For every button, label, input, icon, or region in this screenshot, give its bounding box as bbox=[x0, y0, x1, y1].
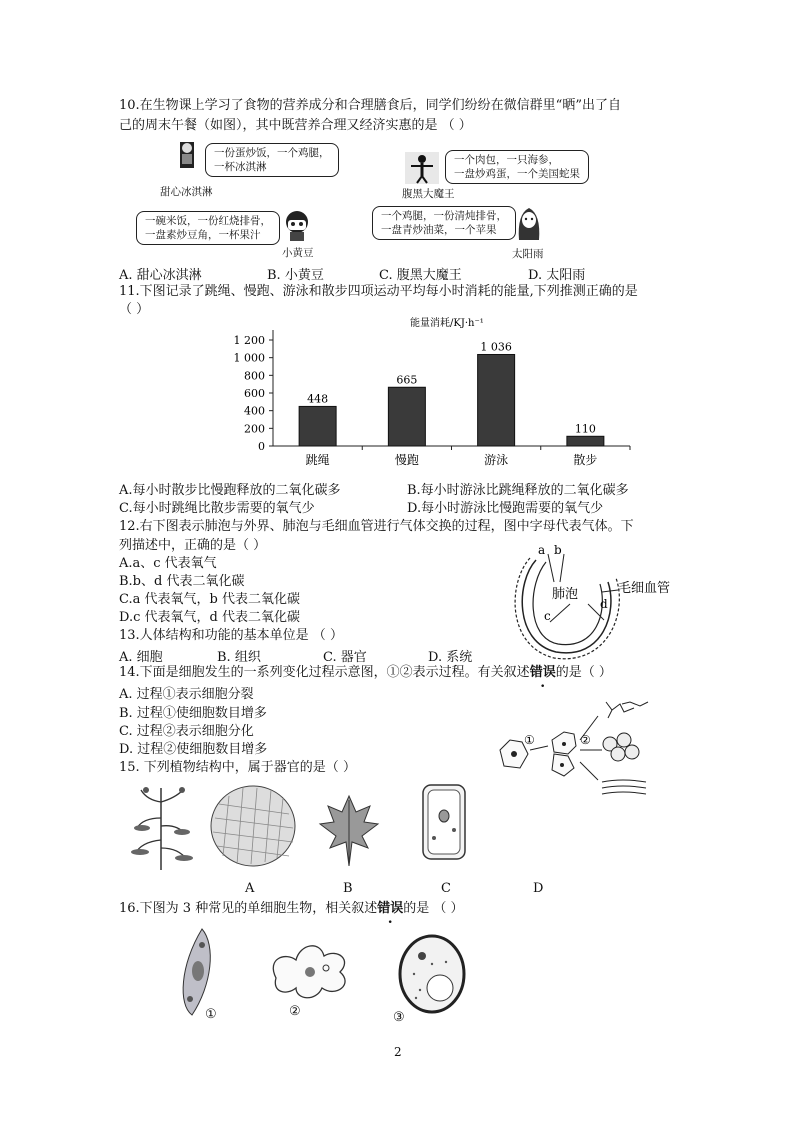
q14-option-d: D. 过程②使细胞数目增多 bbox=[119, 742, 268, 757]
q11-option-a: A.每小时散步比慢跑释放的二氧化碳多 bbox=[119, 483, 341, 498]
amoeba-image bbox=[266, 938, 356, 1004]
bubble-4-line1: 一个鸡腿，一份清炖排骨， bbox=[381, 210, 507, 222]
y-tick-label: 200 bbox=[244, 422, 265, 436]
gas-letter-c: c bbox=[544, 609, 551, 623]
q15-stem: 15. 下列植物结构中，属于器官的是（ ） bbox=[119, 760, 356, 775]
y-tick-label: 600 bbox=[244, 387, 265, 400]
y-tick-label: 1 200 bbox=[233, 334, 265, 347]
alveolus-diagram bbox=[508, 542, 676, 662]
q12-option-b: B.b、d 代表二氧化碳 bbox=[119, 574, 245, 589]
bar-0 bbox=[299, 406, 336, 446]
leaf-image bbox=[318, 792, 380, 868]
q14-option-c: C. 过程②表示细胞分化 bbox=[119, 724, 254, 739]
user-avatar-2 bbox=[405, 152, 439, 184]
tissue-image bbox=[209, 784, 297, 868]
q11-option-c: C.每小时跳绳比散步需要的氧气少 bbox=[119, 501, 315, 516]
q10-option-a: A. 甜心冰淇淋 bbox=[119, 268, 202, 283]
q14-stem-after: 的是（ ） bbox=[555, 665, 612, 680]
category-label: 游泳 bbox=[484, 453, 509, 467]
user-avatar-4 bbox=[514, 204, 544, 242]
bar-value-label: 665 bbox=[396, 373, 418, 387]
q11-stem-line1: 11.下图记录了跳绳、慢跑、游泳和散步四项运动平均每小时消耗的能量,下列推测正确的是 bbox=[119, 284, 638, 299]
bar-1 bbox=[388, 387, 425, 446]
q16-stem-emphasis: 错误 bbox=[377, 901, 404, 916]
organism-label-3: ③ bbox=[393, 1010, 405, 1025]
bar-value-label: 1 036 bbox=[480, 340, 512, 354]
gas-letter-b: b bbox=[554, 543, 562, 557]
q14-option-b: B. 过程①使细胞数目增多 bbox=[119, 706, 267, 721]
q13-option-c: C. 器官 bbox=[323, 650, 367, 665]
alveolus-label: 肺泡 bbox=[552, 587, 579, 602]
yeast-image bbox=[396, 934, 468, 1016]
energy-bar-chart bbox=[225, 312, 645, 472]
q12-stem-line2: 列描述中，正确的是（ ） bbox=[119, 538, 267, 553]
q12-option-d: D.c 代表氧气，d 代表二氧化碳 bbox=[119, 610, 300, 625]
chat-bubble-1 bbox=[205, 143, 339, 177]
chat-bubble-3 bbox=[136, 211, 280, 245]
q10-option-d: D. 太阳雨 bbox=[528, 268, 586, 283]
bar-value-label: 110 bbox=[574, 422, 596, 436]
q15-label-d: D bbox=[533, 881, 544, 896]
y-tick-label: 400 bbox=[244, 404, 265, 418]
q15-label-b: B bbox=[343, 881, 353, 896]
bubble-1-line2: 一杯冰淇淋 bbox=[214, 161, 267, 173]
bar-2 bbox=[478, 354, 515, 446]
process-2-label: ② bbox=[580, 733, 591, 747]
q14-option-a: A. 过程①表示细胞分裂 bbox=[119, 687, 254, 702]
user-name-1: 甜心冰淇淋 bbox=[160, 186, 213, 198]
user-name-4: 太阳雨 bbox=[512, 248, 544, 260]
q14-stem bbox=[119, 664, 612, 682]
q16-stem bbox=[119, 900, 464, 918]
y-tick-label: 0 bbox=[258, 440, 265, 453]
q11-option-d: D.每小时游泳比慢跑需要的氧气少 bbox=[407, 501, 604, 516]
category-label: 散步 bbox=[573, 453, 598, 467]
process-1-label: ① bbox=[524, 733, 535, 747]
category-label: 跳绳 bbox=[305, 453, 330, 467]
q16-stem-before: 16.下图为 3 种常见的单细胞生物，相关叙述 bbox=[119, 901, 378, 916]
q13-option-a: A. 细胞 bbox=[119, 650, 163, 665]
q13-stem: 13.人体结构和功能的基本单位是 （ ） bbox=[119, 628, 343, 643]
bubble-1-line1: 一份蛋炒饭，一个鸡腿， bbox=[214, 147, 330, 159]
user-name-3: 小黄豆 bbox=[282, 247, 314, 259]
bar-3 bbox=[567, 436, 604, 446]
q10-stem-line1: 10.在生物课上学习了食物的营养成分和合理膳食后，同学们纷纷在微信群里“晒”出了自 bbox=[119, 98, 621, 113]
gas-letter-d: d bbox=[600, 597, 608, 611]
q10-stem-line2: 己的周末午餐（如图），其中既营养合理又经济实惠的是 （ ） bbox=[119, 118, 472, 133]
plant-cell-image bbox=[420, 782, 468, 862]
q11-option-b: B.每小时游泳比跳绳释放的二氧化碳多 bbox=[407, 483, 629, 498]
chart-title: 能量消耗/KJ·h⁻¹ bbox=[410, 318, 484, 329]
user-avatar-3 bbox=[282, 208, 312, 242]
y-tick-label: 1 000 bbox=[233, 351, 265, 365]
chat-bubble-2 bbox=[445, 150, 589, 184]
user-name-2: 腹黑大魔王 bbox=[402, 188, 455, 200]
gas-letter-a: a bbox=[538, 543, 546, 557]
q13-option-d: D. 系统 bbox=[428, 650, 473, 665]
q11-stem-line2: （ ） bbox=[119, 302, 150, 317]
organism-label-2: ② bbox=[289, 1004, 301, 1019]
user-avatar-1 bbox=[172, 140, 204, 170]
q12-stem-line1: 12.右下图表示肺泡与外界、肺泡与毛细血管进行气体交换的过程，图中字母代表气体。下 bbox=[119, 519, 634, 534]
bar-value-label: 448 bbox=[307, 392, 329, 406]
q14-stem-emphasis: 错误 bbox=[529, 665, 556, 680]
bubble-2-line2: 一盘炒鸡蛋，一个美国蛇果 bbox=[454, 168, 580, 180]
q14-stem-before: 14.下面是细胞发生的一系列变化过程示意图，①②表示过程。有关叙述 bbox=[119, 665, 530, 680]
chat-bubble-4 bbox=[372, 206, 516, 240]
bubble-3-line1: 一碗米饭，一份红烧排骨， bbox=[145, 215, 271, 227]
q12-option-a: A.a、c 代表氧气 bbox=[119, 556, 217, 571]
cell-change-diagram bbox=[494, 688, 654, 806]
page-number: 2 bbox=[394, 1045, 402, 1059]
q10-option-c: C. 腹黑大魔王 bbox=[379, 268, 462, 283]
q16-stem-after: 的是 （ ） bbox=[403, 901, 464, 916]
capillary-label: 毛细血管 bbox=[618, 581, 671, 596]
organism-label-1: ① bbox=[205, 1007, 217, 1022]
q13-option-b: B. 组织 bbox=[217, 650, 261, 665]
y-tick-label: 800 bbox=[244, 369, 265, 383]
bubble-4-line2: 一盘青炒油菜，一个苹果 bbox=[381, 224, 497, 236]
q15-label-a: A bbox=[245, 881, 255, 896]
whole-plant-image bbox=[126, 782, 196, 872]
q15-label-c: C bbox=[441, 881, 451, 896]
q10-option-b: B. 小黄豆 bbox=[267, 268, 324, 283]
bubble-2-line1: 一个肉包，一只海参， bbox=[454, 154, 559, 166]
category-label: 慢跑 bbox=[394, 453, 419, 467]
q12-option-c: C.a 代表氧气，b 代表二氧化碳 bbox=[119, 592, 300, 607]
bubble-3-line2: 一盘素炒豆角，一杯果汁 bbox=[145, 229, 261, 241]
